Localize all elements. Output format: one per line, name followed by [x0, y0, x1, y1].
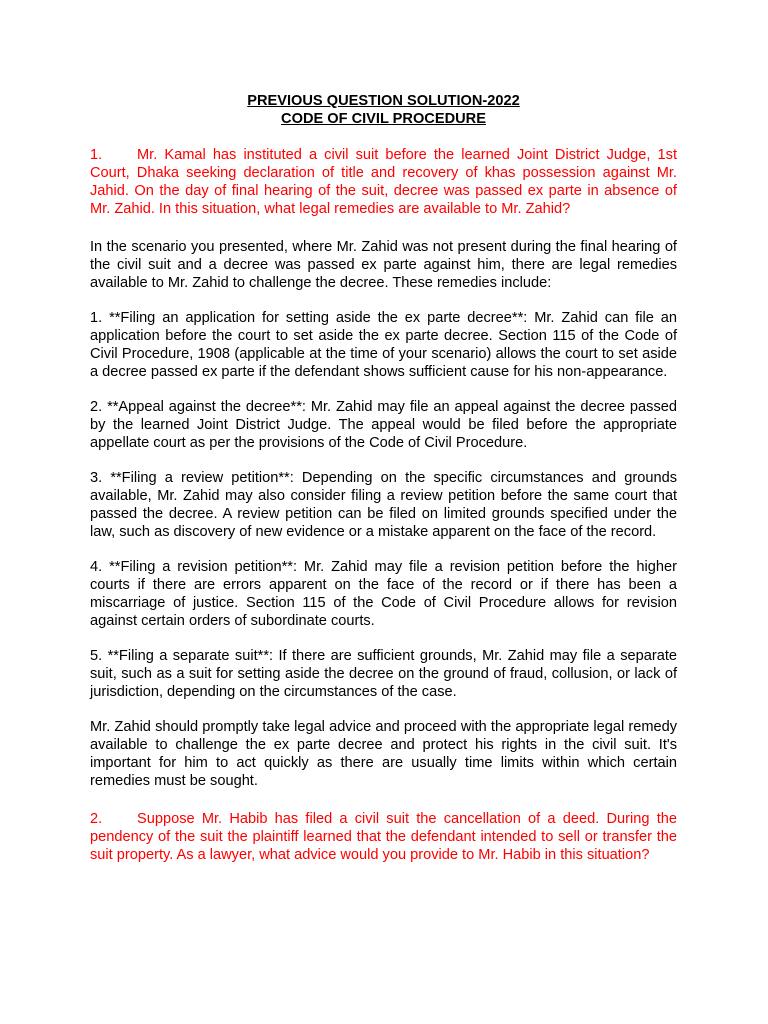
document-page [90, 92, 677, 881]
answer-1-item-2: 2. **Appeal against the decree**: Mr. Zahid may file an appeal against the decree passed by the learned Joint District Judge. The appeal would be filed before the appropriate appellate court as per the provisions of the Code of Civil Procedure. [90, 399, 677, 451]
document-title: PREVIOUS QUESTION SOLUTION-2022 [247, 93, 520, 109]
question-1 [90, 146, 677, 218]
question-2-number: 2. [90, 811, 103, 827]
question-2-text: Suppose Mr. Habib has filed a civil suit the cancellation of a deed. During the pendency of the suit the plaintiff learned that the defendant intended to sell or transfer the suit property. As a lawyer, what advice would you provide to Mr. Habib in this situation? [90, 811, 677, 863]
answer-1-conclusion: Mr. Zahid should promptly take legal advice and proceed with the appropriate legal remedy available to challenge the ex parte decree and protect his rights in the civil suit. It's important for him to act quickly as there are usually time limits within which certain remedies must be sought. [90, 719, 677, 789]
answer-1-item-1: 1. **Filing an application for setting aside the ex parte decree**: Mr. Zahid can file an application before the court to set aside the ex parte decree. Section 115 of the Code of Civil Procedure, 1908 (applicable at the time of your scenario) allows the court to set aside a decree passed ex parte if the defendant shows sufficient cause for his non-appearance. [90, 310, 677, 380]
document-heading [90, 92, 677, 128]
answer-1-item-3: 3. **Filing a review petition**: Depending on the specific circumstances and grounds available, Mr. Zahid may also consider filing a review petition before the same court that passed the decree. A review petition can be filed on limited grounds specified under the law, such as discovery of new evidence or a mistake apparent on the face of the record. [90, 470, 677, 540]
answer-1-intro: In the scenario you presented, where Mr. Zahid was not present during the final hearing of the civil suit and a decree was passed ex parte against him, there are legal remedies available to Mr. Zahid to challenge the decree. These remedies include: [90, 239, 677, 291]
document-subtitle: CODE OF CIVIL PROCEDURE [281, 111, 486, 127]
question-1-text: Mr. Kamal has instituted a civil suit before the learned Joint District Judge, 1st Court, Dhaka seeking declaration of title and recovery of khas possession against Mr. Jahid. On the day of final hearing of the suit, decree was passed ex parte in absence of Mr. Zahid. In this situation, what legal remedies are available to Mr. Zahid? [90, 147, 677, 217]
answer-1-item-4: 4. **Filing a revision petition**: Mr. Zahid may file a revision petition before the higher courts if there are errors apparent on the face of the record or if there has been a miscarriage of justice. Section 115 of the Code of Civil Procedure allows for revision against certain orders of subordinate courts. [90, 559, 677, 629]
answer-1-item-5: 5. **Filing a separate suit**: If there are sufficient grounds, Mr. Zahid may file a separate suit, such as a suit for setting aside the decree on the ground of fraud, collusion, or lack of jurisdiction, depending on the circumstances of the case. [90, 648, 677, 700]
question-2 [90, 810, 677, 864]
question-1-number: 1. [90, 147, 103, 163]
